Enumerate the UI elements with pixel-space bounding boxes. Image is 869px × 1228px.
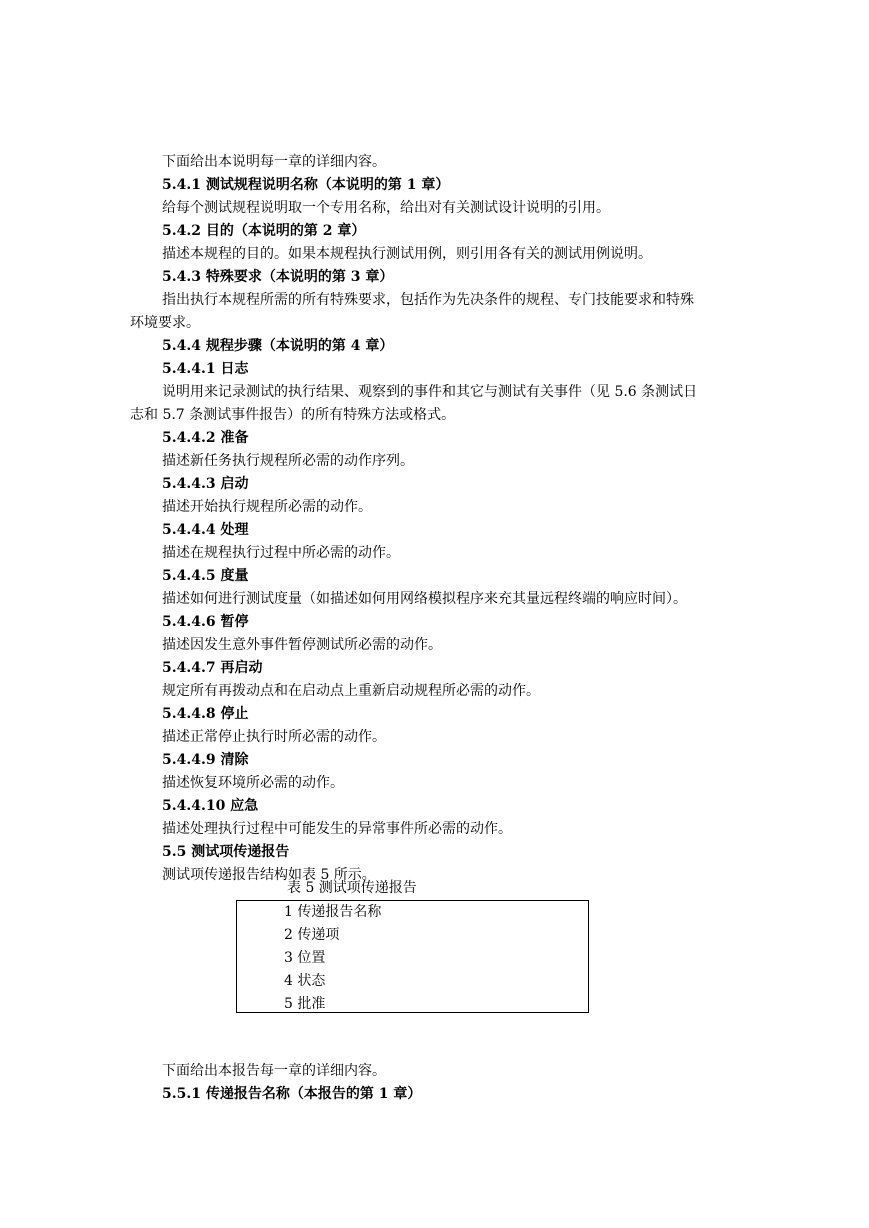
paragraph-line: 描述本规程的目的。如果本规程执行测试用例，则引用各有关的测试用例说明。 (162, 246, 652, 262)
paragraph-line: 描述如何进行测试度量（如描述如何用网络模拟程序来充其量远程终端的响应时间）。 (162, 591, 687, 607)
paragraph-line: 给每个测试规程说明取一个专用名称，给出对有关测试设计说明的引用。 (162, 200, 610, 216)
structure-table (236, 900, 589, 1013)
section-heading: 5.5.1 传递报告名称（本报告的第 1 章） (162, 1086, 422, 1102)
paragraph-line: 下面给出本说明每一章的详细内容。 (162, 154, 386, 170)
table-row: 4 状态 (284, 973, 326, 989)
section-heading: 5.4.4.8 停止 (162, 706, 249, 722)
paragraph-line: 规定所有再拨动点和在启动点上重新启动规程所必需的动作。 (162, 683, 540, 699)
paragraph-line: 描述在规程执行过程中所必需的动作。 (162, 545, 400, 561)
section-heading: 5.4.4 规程步骤（本说明的第 4 章） (162, 338, 394, 354)
section-heading: 5.5 测试项传递报告 (162, 844, 290, 860)
paragraph-line: 测试项传递报告结构如表 5 所示。 (162, 867, 376, 883)
table-caption: 表 5 测试项传递报告 (287, 880, 417, 896)
section-heading: 5.4.4.4 处理 (162, 522, 249, 538)
paragraph-line: 描述因发生意外事件暂停测试所必需的动作。 (162, 637, 442, 653)
paragraph-line: 描述新任务执行规程所必需的动作序列。 (162, 453, 414, 469)
paragraph-line: 描述正常停止执行时所必需的动作。 (162, 729, 386, 745)
paragraph-line: 描述开始执行规程所必需的动作。 (162, 499, 372, 515)
section-heading: 5.4.2 目的（本说明的第 2 章） (162, 223, 366, 239)
table-row: 3 位置 (284, 950, 326, 966)
section-heading: 5.4.4.2 准备 (162, 430, 249, 446)
table-row: 5 批准 (284, 996, 326, 1012)
section-heading: 5.4.4.3 启动 (162, 476, 249, 492)
paragraph-line: 说明用来记录测试的执行结果、观察到的事件和其它与测试有关事件（见 5.6 条测试日 (162, 384, 698, 400)
paragraph-line: 志和 5.7 条测试事件报告）的所有特殊方法或格式。 (130, 407, 456, 423)
section-heading: 5.4.4.1 日志 (162, 361, 249, 377)
section-heading: 5.4.4.10 应急 (162, 798, 259, 814)
section-heading: 5.4.4.9 清除 (162, 752, 249, 768)
paragraph-line: 环境要求。 (130, 315, 200, 331)
table-row: 1 传递报告名称 (284, 904, 382, 920)
table-row: 2 传递项 (284, 927, 340, 943)
paragraph-line: 描述恢复环境所必需的动作。 (162, 775, 344, 791)
paragraph-line: 指出执行本规程所需的所有特殊要求，包括作为先决条件的规程、专门技能要求和特殊 (162, 292, 694, 308)
section-heading: 5.4.3 特殊要求（本说明的第 3 章） (162, 269, 394, 285)
section-heading: 5.4.1 测试规程说明名称（本说明的第 1 章） (162, 177, 450, 193)
section-heading: 5.4.4.5 度量 (162, 568, 249, 584)
paragraph-line: 下面给出本报告每一章的详细内容。 (162, 1063, 386, 1079)
section-heading: 5.4.4.7 再启动 (162, 660, 263, 676)
paragraph-line: 描述处理执行过程中可能发生的异常事件所必需的动作。 (162, 821, 512, 837)
section-heading: 5.4.4.6 暂停 (162, 614, 249, 630)
